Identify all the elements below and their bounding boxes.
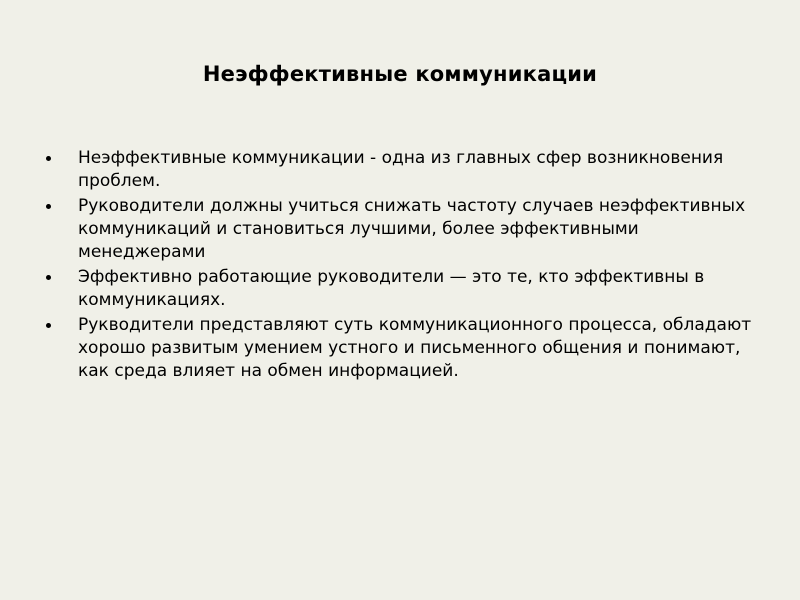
bullet-item bbox=[46, 314, 766, 383]
bullet-text: Рукводители представляют суть коммуникационного процесса, обладают хорошо развитым умением устного и письменного общения и понимают, как среда влияет на обмен информацией. bbox=[78, 315, 752, 381]
bullet-dot-icon bbox=[46, 323, 51, 328]
bullet-text: Эффективно работающие руководители — это те, кто эффективны в коммуникациях. bbox=[78, 267, 705, 310]
bullet-dot-icon bbox=[46, 275, 51, 280]
bullet-text: Руководители должны учиться снижать частоту случаев неэффективных коммуникаций и становиться лучшими, более эффективными менеджерами bbox=[78, 196, 746, 262]
bullet-dot-icon bbox=[46, 156, 51, 161]
bullet-dot-icon bbox=[46, 204, 51, 209]
slide-title: Неэффективные коммуникации bbox=[202, 62, 598, 86]
bullet-item bbox=[46, 147, 766, 193]
bullet-list bbox=[46, 147, 766, 385]
bullet-item bbox=[46, 195, 766, 264]
bullet-text: Неэффективные коммуникации - одна из главных сфер возникновения проблем. bbox=[78, 148, 724, 191]
bullet-item bbox=[46, 266, 766, 312]
